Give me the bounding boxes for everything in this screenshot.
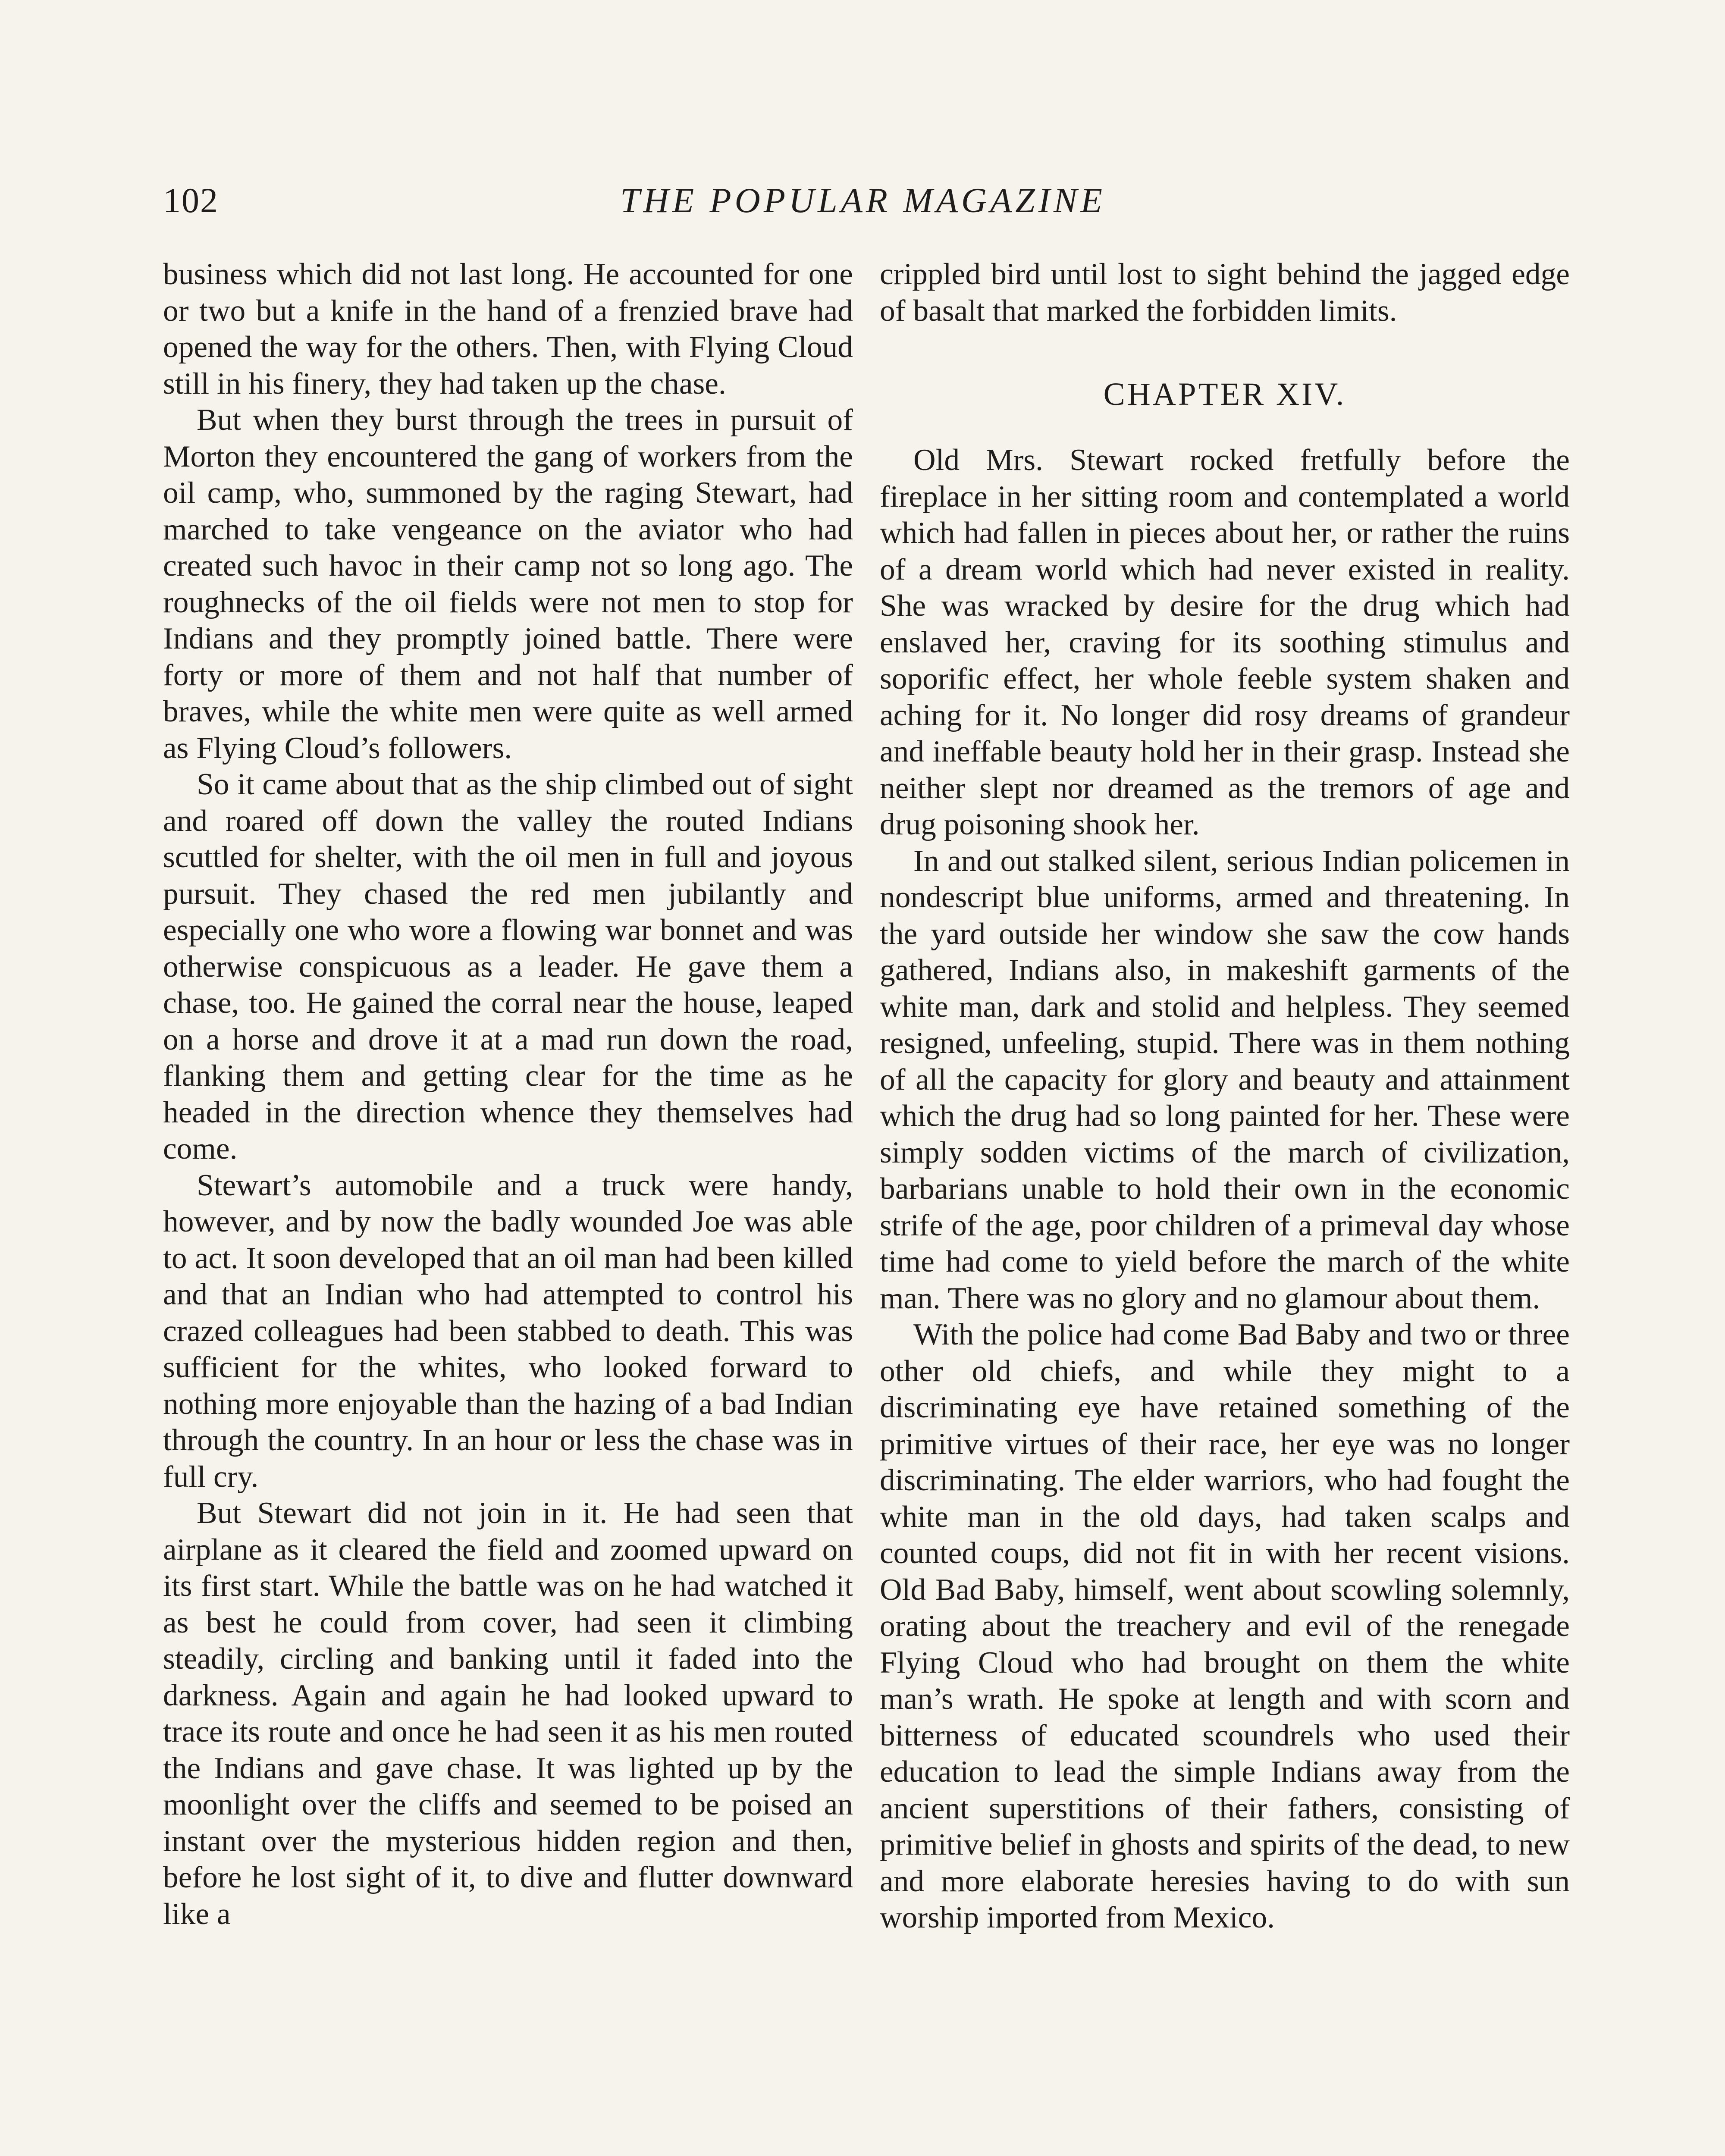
page-header xyxy=(163,172,1563,229)
paragraph: But when they burst through the trees in pursuit of Morton they encountered the gang of workers from the oil camp, who, summoned by the raging Stewart, had marched to take vengeance on the aviator who had created such havoc in their camp not so long ago. The roughnecks of the oil fields were not men to stop for Indians and they promptly joined battle. There were forty or more of them and not half that number of braves, while the white men were quite as well armed as Flying Cloud’s followers. xyxy=(163,403,853,765)
right-text-column xyxy=(880,256,1570,1936)
paragraph: Stewart’s automobile and a truck were handy, however, and by now the badly wounded Joe was able to act. It soon developed that an oil man had been killed and that an Indian who had attempted to control his crazed colleagues had been stabbed to death. This was sufficient for the whites, who looked forward to nothing more enjoyable than the hazing of a bad Indian through the country. In an hour or less the chase was in full cry. xyxy=(163,1168,853,1494)
left-text-column xyxy=(163,256,853,1932)
paragraph: So it came about that as the ship climbed out of sight and roared off down the valley the routed Indians scuttled for shelter, with the oil men in full and joyous pursuit. They chased the red men jubilantly and especially one who wore a flowing war bonnet and was otherwise conspicuous as a leader. He gave them a chase, too. He gained the corral near the house, leaped on a horse and drove it at a mad run down the road, flanking them and getting clear for the time as he headed in the direction whence they themselves had come. xyxy=(163,767,853,1166)
paragraph: With the police had come Bad Baby and two or three other old chiefs, and while they might to a discriminating eye have retained something of the primitive virtues of their race, her eye was no longer discriminating. The elder warriors, who had fought the white man in the old days, had taken scalps and counted coups, did not fit in with her recent visions. Old Bad Baby, himself, went about scowling solemnly, orating about the treachery and evil of the renegade Flying Cloud who had brought on them the white man’s wrath. He spoke at length and with scorn and bitterness of educated scoundrels who used their education to lead the simple Indians away from the ancient superstitions of their fathers, consisting of primitive belief in ghosts and spirits of the dead, to new and more elaborate heresies having to do with sun worship imported from Mexico. xyxy=(880,1317,1570,1934)
page-number: 102 xyxy=(163,181,219,220)
magazine-title: THE POPULAR MAGAZINE xyxy=(620,181,1106,220)
paragraph-continuation: crippled bird until lost to sight behind the jagged edge of basalt that marked the forbidden limits. xyxy=(880,257,1570,328)
paragraph: In and out stalked silent, serious Indian policemen in nondescript blue uniforms, armed and threatening. In the yard outside her window she saw the cow hands gathered, Indians also, in makeshift garments of the white man, dark and stolid and helpless. They seemed resigned, unfeeling, stupid. There was in them nothing of all the capacity for glory and beauty and attainment which the drug had so long painted for her. These were simply sodden victims of the march of civilization, barbarians unable to hold their own in the economic strife of the age, poor children of a primeval day whose time had come to yield before the march of the white man. There was no glory and no glamour about them. xyxy=(880,843,1570,1315)
paragraph: But Stewart did not join in it. He had seen that airplane as it cleared the field and zoomed upward on its first start. While the battle was on he had watched it as best he could from cover, had seen it climbing steadily, circling and banking until it faded into the darkness. Again and again he had looked upward to trace its route and once he had seen it as his men routed the Indians and gave chase. It was lighted up by the moonlight over the cliffs and seemed to be poised an instant over the mysterious hidden region and then, before he lost sight of it, to dive and flutter downward like a xyxy=(163,1496,853,1931)
chapter-heading: CHAPTER XIV. xyxy=(1103,376,1346,412)
paragraph: Old Mrs. Stewart rocked fretfully before the fireplace in her sitting room and contemplated a world which had fallen in pieces about her, or rather the ruins of a dream world which had never existed in reality. She was wracked by desire for the drug which had enslaved her, craving for its soothing stimulus and soporific effect, her whole feeble system shaken and aching for it. No longer did rosy dreams of grandeur and ineffable beauty hold her in their grasp. Instead she neither slept nor dreamed as the tremors of age and drug poisoning shook her. xyxy=(880,443,1570,841)
paragraph: business which did not last long. He accounted for one or two but a knife in the hand of a frenzied brave had opened the way for the others. Then, with Flying Cloud still in his finery, they had taken up the chase. xyxy=(163,257,853,401)
